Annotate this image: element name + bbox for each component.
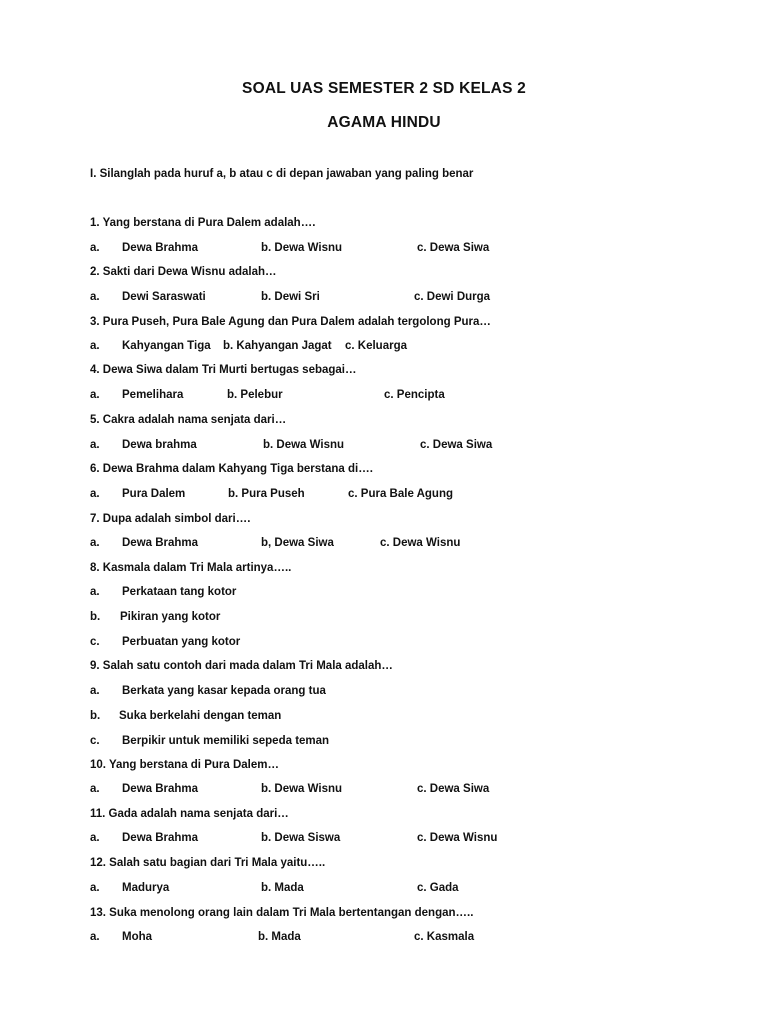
question-3: 3. Pura Puseh, Pura Bale Agung dan Pura Dalem adalah tergolong Pura… bbox=[90, 316, 491, 328]
option-c: Perbuatan yang kotor bbox=[122, 636, 241, 648]
option-b: b. Dewa Wisnu bbox=[261, 242, 343, 254]
option-letter-a: a. bbox=[90, 586, 100, 598]
question-11: 11. Gada adalah nama senjata dari… bbox=[90, 808, 289, 820]
option-b: b. Pelebur bbox=[227, 389, 283, 401]
option-c: c. Dewa Siwa bbox=[417, 783, 490, 795]
option-letter-b: b. bbox=[90, 710, 101, 722]
option-a: Moha bbox=[122, 931, 153, 943]
option-b: b. Mada bbox=[261, 882, 304, 894]
option-b: b. Dewa Wisnu bbox=[261, 783, 343, 795]
option-letter-a: a. bbox=[90, 685, 100, 697]
option-b: b. Dewa Wisnu bbox=[263, 439, 345, 451]
option-b: b. Pura Puseh bbox=[228, 488, 305, 500]
question-8: 8. Kasmala dalam Tri Mala artinya….. bbox=[90, 562, 292, 574]
option-c: c. Kasmala bbox=[414, 931, 475, 943]
question-9: 9. Salah satu contoh dari mada dalam Tri Mala adalah… bbox=[90, 660, 393, 672]
option-c: c. Dewa Wisnu bbox=[380, 537, 461, 549]
option-b: b. Dewa Siswa bbox=[261, 832, 341, 844]
option-letter-c: c. bbox=[90, 636, 100, 648]
option-letter-a: a. bbox=[90, 488, 100, 500]
option-c: c. Dewa Siwa bbox=[420, 439, 493, 451]
option-a: Madurya bbox=[122, 882, 170, 894]
option-a: Pura Dalem bbox=[122, 488, 186, 500]
option-a: Dewi Saraswati bbox=[122, 291, 206, 303]
option-a: Perkataan tang kotor bbox=[122, 586, 237, 598]
question-12: 12. Salah satu bagian dari Tri Mala yaitu….. bbox=[90, 857, 326, 869]
option-b: b. Kahyangan Jagat bbox=[223, 340, 332, 352]
option-c: c. Dewa Wisnu bbox=[417, 832, 498, 844]
option-letter-a: a. bbox=[90, 242, 100, 254]
option-b: Pikiran yang kotor bbox=[120, 611, 221, 623]
option-b: Suka berkelahi dengan teman bbox=[119, 710, 282, 722]
option-c: c. Dewi Durga bbox=[414, 291, 491, 303]
option-c: c. Pencipta bbox=[384, 389, 445, 401]
question-1: 1. Yang berstana di Pura Dalem adalah…. bbox=[90, 217, 316, 229]
option-letter-b: b. bbox=[90, 611, 101, 623]
option-c: c. Dewa Siwa bbox=[417, 242, 490, 254]
document-title: SOAL UAS SEMESTER 2 SD KELAS 2 bbox=[242, 80, 526, 97]
document-subtitle: AGAMA HINDU bbox=[327, 114, 441, 131]
option-letter-a: a. bbox=[90, 832, 100, 844]
question-6: 6. Dewa Brahma dalam Kahyang Tiga berstana di…. bbox=[90, 463, 373, 475]
option-a: Kahyangan Tiga bbox=[122, 340, 211, 352]
option-a: Dewa brahma bbox=[122, 439, 197, 451]
option-a: Dewa Brahma bbox=[122, 242, 199, 254]
option-a: Dewa Brahma bbox=[122, 537, 199, 549]
option-c: c. Gada bbox=[417, 882, 459, 894]
option-letter-a: a. bbox=[90, 882, 100, 894]
option-letter-c: c. bbox=[90, 735, 100, 747]
option-letter-a: a. bbox=[90, 439, 100, 451]
option-b: b, Dewa Siwa bbox=[261, 537, 334, 549]
option-a: Pemelihara bbox=[122, 389, 184, 401]
option-c: Berpikir untuk memiliki sepeda teman bbox=[122, 735, 330, 747]
option-letter-a: a. bbox=[90, 340, 100, 352]
option-letter-a: a. bbox=[90, 389, 100, 401]
option-letter-a: a. bbox=[90, 931, 100, 943]
question-2: 2. Sakti dari Dewa Wisnu adalah… bbox=[90, 266, 277, 278]
instruction-text: I. Silanglah pada huruf a, b atau c di depan jawaban yang paling benar bbox=[90, 168, 474, 180]
question-13: 13. Suka menolong orang lain dalam Tri Mala bertentangan dengan….. bbox=[90, 907, 474, 919]
option-a: Dewa Brahma bbox=[122, 783, 199, 795]
option-c: c. Pura Bale Agung bbox=[348, 488, 454, 500]
option-letter-a: a. bbox=[90, 783, 100, 795]
question-10: 10. Yang berstana di Pura Dalem… bbox=[90, 759, 279, 771]
question-7: 7. Dupa adalah simbol dari…. bbox=[90, 513, 251, 525]
option-a: Berkata yang kasar kepada orang tua bbox=[122, 685, 326, 697]
question-5: 5. Cakra adalah nama senjata dari… bbox=[90, 414, 287, 426]
option-c: c. Keluarga bbox=[345, 340, 407, 352]
option-b: b. Mada bbox=[258, 931, 301, 943]
option-a: Dewa Brahma bbox=[122, 832, 199, 844]
option-letter-a: a. bbox=[90, 537, 100, 549]
option-b: b. Dewi Sri bbox=[261, 291, 320, 303]
option-letter-a: a. bbox=[90, 291, 100, 303]
question-4: 4. Dewa Siwa dalam Tri Murti bertugas sebagai… bbox=[90, 364, 357, 376]
